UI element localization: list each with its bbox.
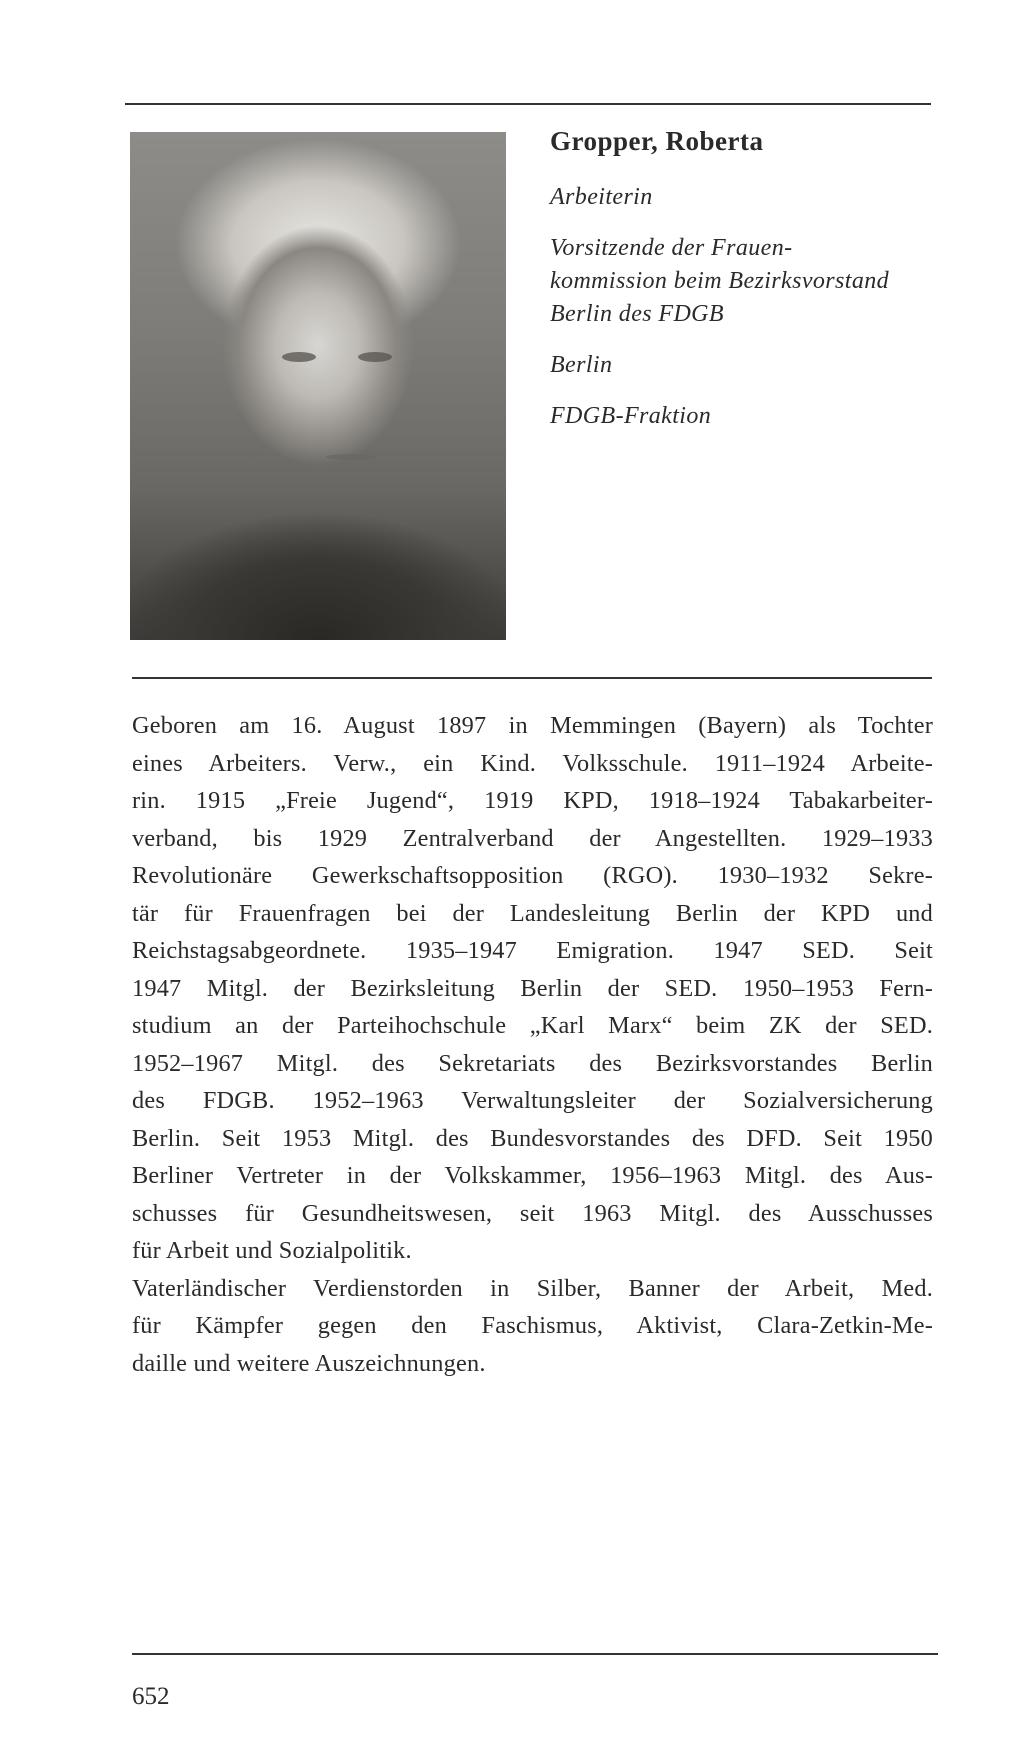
bio-line: Reichstagsabgeordnete. 1935–1947 Emigration. 1947 SED. Seit (132, 937, 933, 964)
bio-line: eines Arbeiters. Verw., ein Kind. Volksschule. 1911–1924 Arbeite- (132, 749, 933, 777)
entry-position-line: kommission beim Bezirksvorstand (550, 268, 890, 294)
bio-line: Geboren am 16. August 1897 in Memmingen (Bayern) als Tochter (132, 712, 933, 739)
entry-city: Berlin (550, 352, 613, 378)
bio-line: für Arbeit und Sozialpolitik. (132, 1237, 412, 1264)
bio-line: studium an der Parteihochschule „Karl Marx“ beim ZK der SED. (132, 1012, 933, 1039)
bio-line: Berlin. Seit 1953 Mitgl. des Bundesvorstandes des DFD. Seit 1950 (132, 1124, 933, 1152)
award-line: daille und weitere Auszeichnungen. (132, 1349, 486, 1377)
portrait-photo (130, 132, 506, 640)
biography (132, 707, 933, 1382)
entry-occupation: Arbeiterin (550, 184, 653, 210)
entry-name: Gropper, Roberta (550, 126, 764, 156)
bio-line: schusses für Gesundheitswesen, seit 1963 Mitgl. des Ausschusses (132, 1199, 933, 1227)
bio-line: tär für Frauenfragen bei der Landesleitung Berlin der KPD und (132, 899, 933, 927)
portrait-mouth (326, 454, 376, 460)
bio-line: des FDGB. 1952–1963 Verwaltungsleiter der Sozialversicherung (132, 1087, 933, 1114)
top-rule (125, 103, 931, 105)
bio-line: verband, bis 1929 Zentralverband der Angestellten. 1929–1933 (132, 824, 933, 852)
award-line: für Kämpfer gegen den Faschismus, Aktivist, Clara-Zetkin-Me- (132, 1312, 933, 1339)
entry-position (550, 232, 950, 331)
middle-rule (132, 677, 932, 679)
entry-header (550, 125, 950, 433)
awards-text (132, 1270, 933, 1383)
biography-text (132, 707, 933, 1270)
award-line: Vaterländischer Verdienstorden in Silber, Banner der Arbeit, Med. (132, 1274, 933, 1302)
entry-position-line: Vorsitzende der Frauen- (550, 235, 793, 261)
portrait-eye-right (358, 352, 392, 362)
bio-line: rin. 1915 „Freie Jugend“, 1919 KPD, 1918–1924 Tabakarbeiter- (132, 787, 933, 814)
bio-line: Berliner Vertreter in der Volkskammer, 1956–1963 Mitgl. des Aus- (132, 1162, 933, 1189)
bio-line: 1952–1967 Mitgl. des Sekretariats des Bezirksvorstandes Berlin (132, 1049, 933, 1077)
page-number: 652 (132, 1683, 170, 1710)
entry-faction: FDGB-Fraktion (550, 403, 712, 429)
bio-line: Revolutionäre Gewerkschaftsopposition (RGO). 1930–1932 Sekre- (132, 862, 933, 889)
bio-line: 1947 Mitgl. der Bezirksleitung Berlin der SED. 1950–1953 Fern- (132, 974, 933, 1002)
portrait-eye-left (282, 352, 316, 362)
entry-position-line: Berlin des FDGB (550, 301, 724, 327)
bottom-rule (132, 1653, 938, 1655)
